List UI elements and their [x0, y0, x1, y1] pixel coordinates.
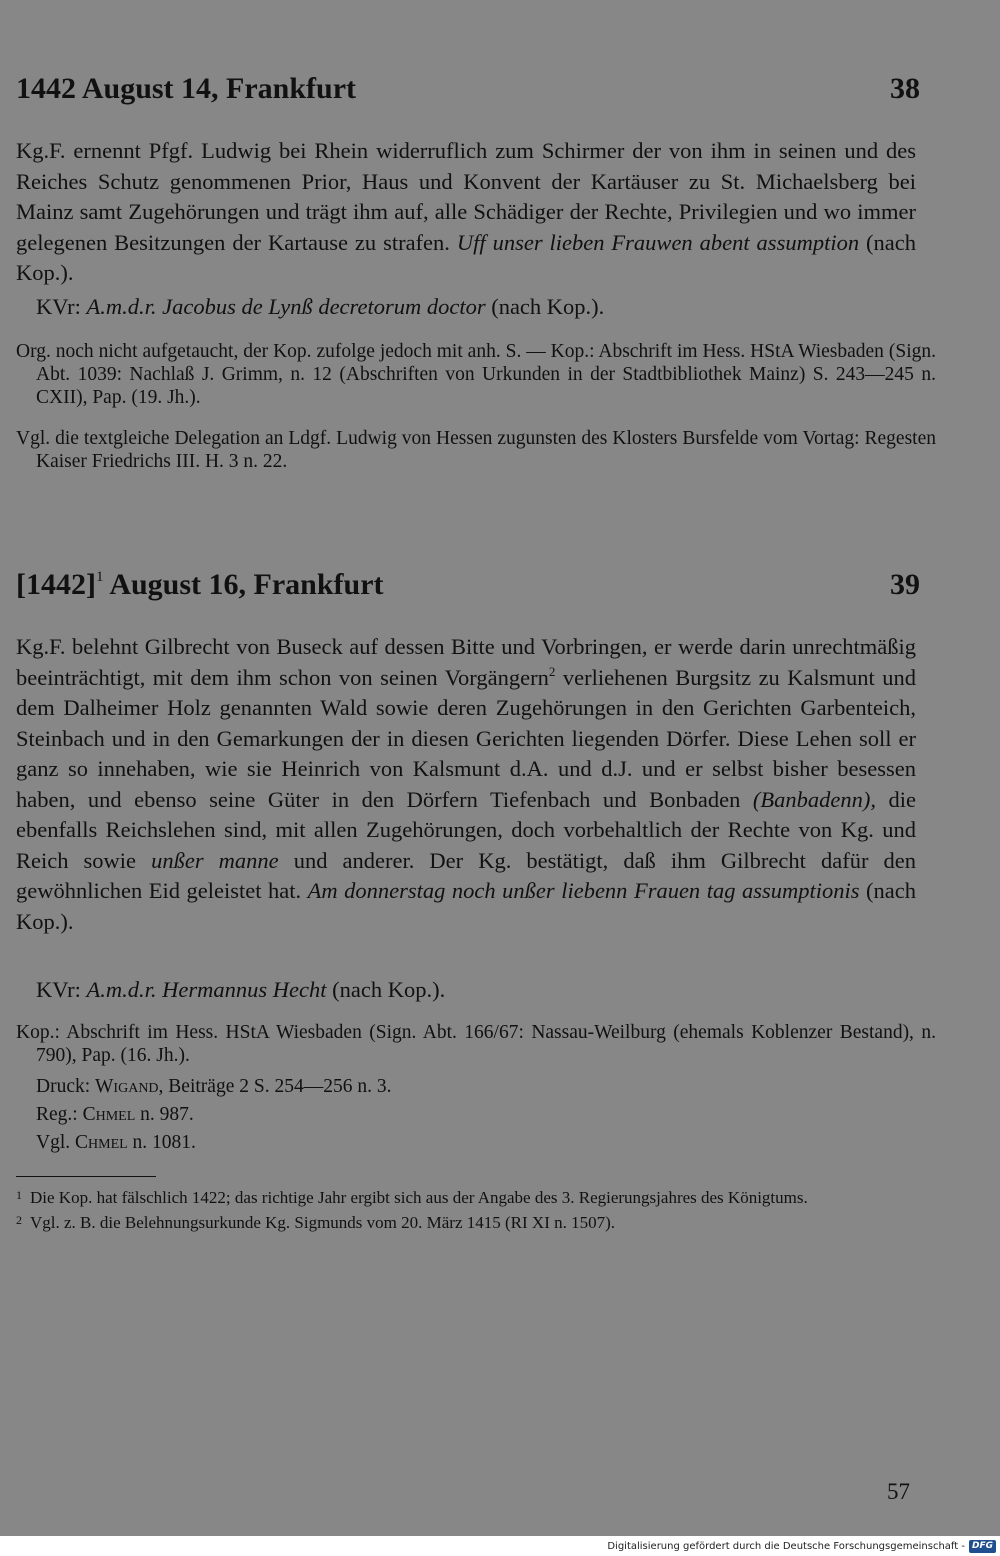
entry-39-date-place: $[1442]^1$ August 16, Frankfurt — [16, 568, 384, 601]
entry-39-number: 39 — [890, 568, 920, 601]
footnotes — [16, 1188, 916, 1238]
entry-38-kvr: KVr: A.m.d.r. Jacobus de Lynß decretorum doctor (nach Kop.). — [36, 294, 605, 319]
entry-39-print-note: Druck: Wigand, Beiträge 2 S. 254—256 n. 3. — [36, 1076, 392, 1097]
entry-38-regest: Kg.F. ernennt Pfgf. Ludwig bei Rhein widerruflich zum Schirmer der von ihm in seinen und des Reiches Schutz genommenen Prior, Haus und Konvent der Kartäuser zu St. Michaelsberg bei Mainz samt Zugehörungen und trägt ihm auf, alle Schädiger der Rechte, Privilegien und wo immer gelegenen Besitzungen der Kartause zu strafen. Uff unser lieben Frauwen abent assumption (nach Kop.). — [16, 138, 916, 285]
entry-39-kvr: KVr: A.m.d.r. Hermannus Hecht (nach Kop.). — [36, 977, 446, 1002]
footnote-marker: 1 — [16, 1188, 22, 1202]
page-number: 57 — [887, 1479, 910, 1504]
entry-38-tradition-note: Org. noch nicht aufgetaucht, der Kop. zufolge jedoch mit anh. S. — Kop.: Abschrift im Hess. HStA Wiesbaden (Sign. Abt. 1039: Nachlaß J. Grimm, n. 12 (Abschriften von Urkunden in der Stadtbibliothek Mainz) S. 243—245 n. CXII), Pap. (19. Jh.). — [16, 341, 936, 408]
footnote-text: Die Kop. hat fälschlich 1422; das richtige Jahr ergibt sich aus der Angabe des 3. Regierungsjahres des Königtums. — [30, 1188, 808, 1207]
entry-39-regest: Kg.F. belehnt Gilbrecht von Buseck auf dessen Bitte und Vorbringen, er werde darin unrechtmäßig beeinträchtigt, mit dem ihm schon von seinen Vorgängern$^2$ verliehenen Burgsitz zu Kalsmunt und dem Dalheimer Holz genannten Wald sowie deren Zugehörungen in den Gerichten Garbenteich, Steinbach und in den Gemarkungen der in diesen Gerichten liegenden Dörfer. Diese Lehen soll er ganz so innehaben, wie sie Heinrich von Kalsmunt d.A. und d.J. und er selbst bisher besessen haben, und ebenso seine Güter in den Dörfern Tiefenbach und Bonbaden (Banbadenn), die ebenfalls Reichslehen sind, mit allen Zugehörungen, doch vorbehaltlich der Rechte von Kg. und Reich sowie unßer manne und anderer. Der Kg. bestätigt, daß ihm Gilbrecht dafür den gewöhnlichen Eid geleistet hat. Am donnerstag noch unßer liebenn Frauen tag assumptionis (nach Kop.). — [16, 634, 917, 934]
entry-38-number: 38 — [890, 72, 920, 105]
entry-38-comparison-note: Vgl. die textgleiche Delegation an Ldgf. Ludwig von Hessen zugunsten des Klosters Bursfelde vom Vortag: Regesten Kaiser Friedrichs III. H. 3 n. 22. — [16, 428, 936, 472]
funding-credit-text: Digitalisierung gefördert durch die Deutsche Forschungsgemeinschaft - — [607, 1540, 965, 1552]
entry-38-date-place: 1442 August 14, Frankfurt — [16, 72, 357, 105]
footnote-divider — [16, 1176, 156, 1177]
funding-credit — [0, 1536, 1000, 1556]
footnote-text: Vgl. z. B. die Belehnungsurkunde Kg. Sigmunds vom 20. März 1415 (RI XI n. 1507). — [30, 1213, 616, 1232]
entry-38-heading — [16, 72, 920, 106]
footnote-1 — [16, 1188, 916, 1208]
entry-39-regest-note: Reg.: Chmel n. 987. — [36, 1104, 194, 1125]
entry-39-compare-note: Vgl. Chmel n. 1081. — [36, 1132, 196, 1153]
footnote-2 — [16, 1213, 916, 1233]
entry-39-copy-note: Kop.: Abschrift im Hess. HStA Wiesbaden (Sign. Abt. 166/67: Nassau-Weilburg (ehemals Koblenzer Bestand), n. 790), Pap. (16. Jh.). — [16, 1022, 936, 1066]
dfg-logo-icon: DFG — [969, 1540, 996, 1553]
footnote-marker: 2 — [16, 1213, 22, 1227]
entry-39-heading — [16, 568, 920, 602]
